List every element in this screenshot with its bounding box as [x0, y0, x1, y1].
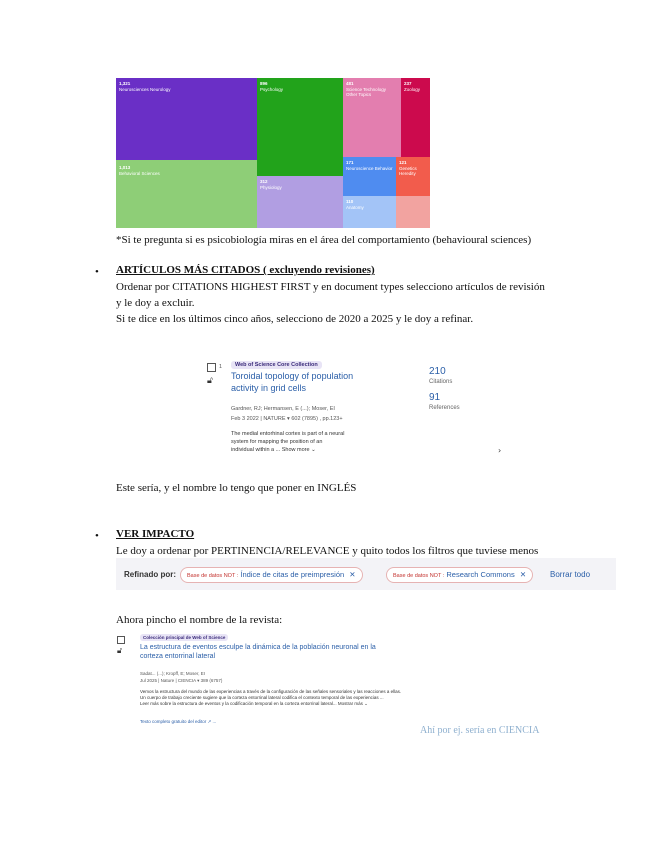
treemap-cell-label: Science Technology Other Topics — [346, 87, 386, 97]
result-title-line2[interactable]: activity in grid cells — [231, 383, 307, 393]
clear-all-button[interactable]: Borrar todo — [550, 570, 591, 579]
card1-note: Este sería, y el nombre lo tengo que poner en INGLÉS — [116, 482, 357, 494]
treemap-cell-label: Genetics Heredity — [399, 166, 417, 176]
treemap-cell-value: 1,013 — [119, 165, 131, 170]
treemap-cell-label: Neurosciences Neurology — [119, 87, 171, 92]
lock-icon: 🔓︎ — [117, 646, 123, 655]
revista-note: Ahora pincho el nombre de la revista: — [116, 614, 283, 626]
full-text-link[interactable]: Texto completo gratuito del editor ↗ ... — [140, 719, 217, 724]
body-line: Le doy a ordenar por PERTINENCIA/RELEVANCE y quito todos los filtros que tuviese menos — [116, 545, 539, 557]
result-index: 1 — [219, 364, 223, 370]
filter-chip-prefix: Base de datos NOT : — [393, 573, 445, 579]
stray-mark: › — [498, 446, 502, 455]
treemap-cell-value: 237 — [404, 81, 412, 86]
collection-badge: Web of Science Core Collection — [231, 361, 322, 369]
treemap-cell-value: 312 — [260, 179, 268, 184]
filter-chip-research-commons[interactable] — [386, 567, 533, 583]
treemap-cell-label: Behavioral Sciences — [119, 171, 160, 176]
result-title-line2[interactable]: corteza entorrinal lateral — [140, 653, 216, 660]
result-authors[interactable]: Sadat... (...); Kropff, E; Moser, EI — [140, 671, 205, 676]
result-checkbox[interactable] — [117, 636, 125, 644]
treemap-cell[interactable] — [343, 157, 396, 196]
result-abstract-show-more[interactable]: individual within a ... Show more ⌄ — [231, 447, 316, 453]
result-abstract: The medial entorhinal cortex is part of a neural — [231, 431, 345, 437]
treemap-cell-label: Neuroscience Behavior — [346, 166, 393, 171]
treemap-cell-value: 171 — [346, 160, 354, 165]
citations-label: Citations — [429, 379, 453, 385]
section-heading-impact: VER IMPACTO — [116, 528, 195, 540]
filter-chip-preprint[interactable] — [180, 567, 363, 583]
body-line: Ordenar por CITATIONS HIGHEST FIRST y en document types selecciono artículos de revisión — [116, 281, 545, 293]
result-journal[interactable]: Jul 2025 | Nature | CIENCIA ▾ 389 (6757) — [140, 678, 223, 683]
treemap-cell[interactable] — [116, 160, 257, 228]
filter-chip-value: Índice de citas de preimpresión — [240, 570, 345, 579]
refine-title: Refinado por: — [124, 570, 176, 579]
result-abstract: Un cuerpo de trabajo creciente sugiere que la corteza entorrinal lateral codifica el contexto temporal de las experiencias ... — [140, 695, 384, 700]
treemap-cell-label: Psychology — [260, 87, 284, 92]
treemap-cell[interactable] — [396, 157, 430, 196]
treemap-cell[interactable] — [257, 176, 343, 228]
treemap-cell[interactable] — [116, 78, 257, 160]
filter-chip-prefix: Base de datos NOT : — [187, 573, 239, 579]
result-abstract: Vemos la estructura del mundo de las experiencias a través de la configuración de las señales sensoriales y las reacciones a ellas. — [140, 689, 402, 694]
result-title[interactable]: Toroidal topology of population — [231, 371, 354, 381]
result-abstract-show-more[interactable]: Leer más sobre la estructura de eventos y la codificación temporal en la corteza entorrinal lateral... Mostrar más ⌄ — [140, 701, 368, 706]
treemap-cell-label: Anatomy — [346, 205, 364, 210]
result-checkbox[interactable] — [207, 363, 216, 372]
result-authors[interactable]: Gardner, RJ; Hermansen, E (...); Moser, EI — [231, 406, 335, 412]
treemap-cell-label: Physiology — [260, 185, 282, 190]
filter-chip-value: Research Commons — [446, 570, 515, 579]
result-title[interactable]: La estructura de eventos esculpe la dinámica de la población neuronal en la — [140, 644, 376, 651]
refine-filters-bar — [116, 558, 616, 590]
close-icon[interactable]: ✕ — [349, 570, 356, 579]
body-line: y le doy a excluir. — [116, 297, 195, 309]
treemap-cell-value: 481 — [346, 81, 354, 86]
body-line: Si te dice en los últimos cinco años, selecciono de 2020 a 2025 y le doy a refinar. — [116, 313, 474, 325]
bullet: • — [95, 530, 99, 542]
treemap-cell-value: 896 — [260, 81, 268, 86]
treemap-cell-label: Zoology — [404, 87, 421, 92]
lock-icon: 🔓︎ — [207, 376, 213, 386]
result-abstract: system for mapping the position of an — [231, 439, 323, 445]
treemap-cell[interactable] — [343, 196, 396, 228]
search-result-card — [205, 360, 515, 460]
citations-count[interactable]: 210 — [429, 366, 446, 377]
treemap-cell-small[interactable] — [396, 196, 430, 228]
treemap-cell[interactable] — [401, 78, 430, 157]
treemap-cell[interactable] — [343, 78, 401, 157]
close-icon[interactable]: ✕ — [519, 570, 527, 579]
references-label: References — [429, 405, 460, 411]
treemap-cell-value: 121 — [399, 160, 407, 165]
treemap-note: *Si te pregunta si es psicobiología miras en el área del comportamiento (behavioural sciences) — [116, 234, 532, 246]
result-journal[interactable]: Feb 3 2022 | NATURE ▾ 602 (7895) , pp.123+ — [231, 416, 343, 422]
treemap-cell[interactable] — [257, 78, 343, 176]
treemap-cell-value: 110 — [346, 199, 354, 204]
references-count[interactable]: 91 — [429, 392, 441, 403]
section-heading-most-cited: ARTÍCULOS MÁS CITADOS ( excluyendo revisiones) — [116, 264, 375, 276]
ciencia-note: Ahí por ej. sería en CIENCIA — [420, 725, 540, 736]
collection-badge: Colección principal de Web of Science — [140, 634, 228, 641]
bullet: • — [95, 266, 99, 278]
search-result-card-es — [116, 633, 456, 733]
research-areas-treemap — [116, 78, 430, 228]
treemap-cell-value: 1,321 — [119, 81, 131, 86]
